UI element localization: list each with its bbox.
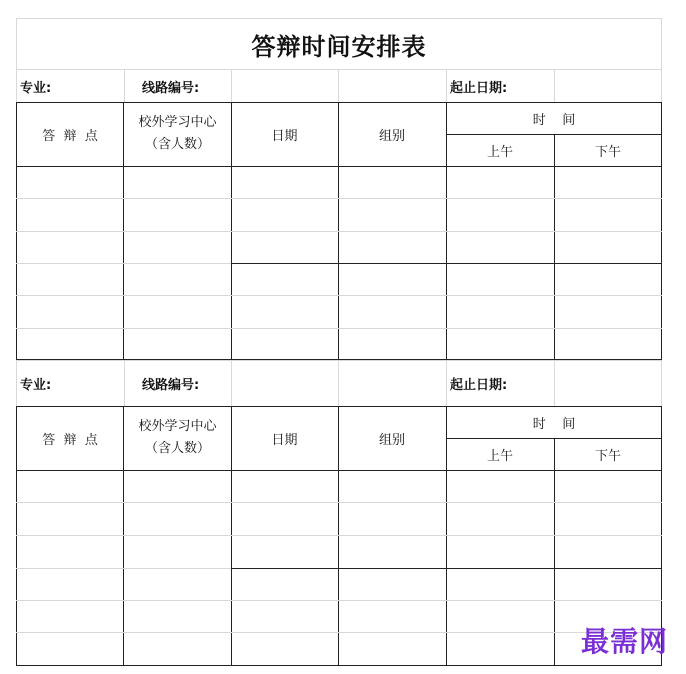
study-center-header-line1: 校外学习中心 [138,115,217,130]
group-header: 组别 [378,432,405,448]
info-divider [661,360,662,406]
study-center-header-line1: 校外学习中心 [138,419,217,434]
info-divider [661,70,662,102]
row-border [231,263,662,264]
faint-row-line [16,328,662,329]
faint-row-line [16,295,662,296]
defense-site-header: 答 辩 点 [42,432,98,448]
watermark-logo: 最需网 [580,625,668,658]
info-divider [338,360,339,406]
column-border [231,406,232,666]
study-center-header-line2: （含人数） [144,441,210,456]
column-border [554,134,555,360]
faint-row-line [16,263,231,264]
faint-row-line [16,535,662,536]
info-divider [338,70,339,102]
afternoon-header: 下午 [594,448,621,464]
schedule-sheet [16,18,662,666]
faint-row-line [16,568,231,569]
info-divider [446,360,447,406]
time-header: 时 间 [532,416,576,432]
faint-row-line [16,198,662,199]
column-border [338,406,339,666]
time-header: 时 间 [532,112,576,128]
faint-row-line [16,231,662,232]
info-divider [231,70,232,102]
column-border [123,406,124,666]
major-label: 专业: [20,377,52,393]
column-border [446,406,447,666]
date-header: 日期 [271,128,298,144]
row-border [231,568,662,569]
schedule-block-2 [16,360,662,666]
date-range-label: 起止日期: [450,80,508,96]
morning-header: 上午 [486,448,513,464]
date-range-label: 起止日期: [450,377,508,393]
page-title: 答辩时间安排表 [16,18,662,70]
info-divider [554,70,555,102]
row-border [16,470,662,471]
info-divider [554,360,555,406]
row-border [16,166,662,167]
info-divider [124,70,125,102]
afternoon-header: 下午 [594,144,621,160]
faint-row-line [16,360,662,361]
defense-site-header: 答 辩 点 [42,128,98,144]
study-center-header [124,406,231,470]
info-divider [16,360,17,406]
info-divider [124,360,125,406]
morning-header: 上午 [486,144,513,160]
info-divider [16,70,17,102]
faint-row-line [16,502,662,503]
info-divider [446,70,447,102]
route-number-label: 线路编号: [142,377,200,393]
major-label: 专业: [20,80,52,96]
faint-row-line [16,632,662,633]
study-center-header [124,102,231,166]
schedule-block-1 [16,70,662,360]
route-number-label: 线路编号: [142,80,200,96]
info-divider [231,360,232,406]
study-center-header-line2: （含人数） [144,137,210,152]
row-border [446,438,662,439]
group-header: 组别 [378,128,405,144]
date-header: 日期 [271,432,298,448]
row-border [446,134,662,135]
faint-row-line [16,600,662,601]
